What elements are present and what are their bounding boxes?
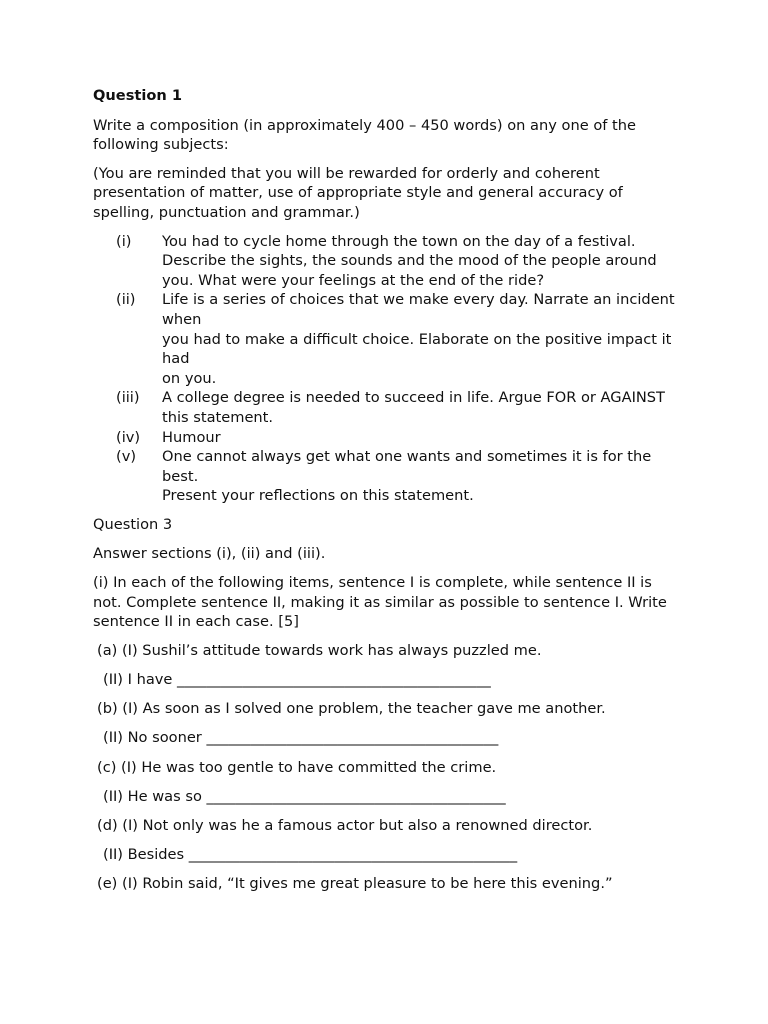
sentence-item: (a) (I) Sushil’s attitude towards work has always puzzled me. [97, 641, 542, 659]
topic-text [162, 232, 683, 291]
topic-line: Life is a series of choices that we make every day. Narrate an incident when [162, 291, 675, 328]
question-1-note: (You are reminded that you will be rewarded for orderly and coherent presentation of matter, use of appropriate style and general accuracy of spelling, punctuation and grammar.) [93, 164, 623, 221]
sentence-blank: (II) No sooner ________________________________________ [103, 729, 499, 747]
topic-line: You had to cycle home through the town on the day of a festival. Describe the sights, the sounds and the mood of the people around you. What were your feelings at the end of the ride? [162, 232, 657, 289]
question-1-title: Question 1 [93, 87, 183, 104]
sentence-item: (c) (I) He was too gentle to have committed the crime. [97, 758, 497, 776]
topic-item [93, 290, 683, 388]
topic-line: A college degree is needed to succeed in life. Argue FOR or AGAINST [162, 389, 665, 407]
topic-item [93, 388, 683, 427]
topic-number: (i) [116, 232, 132, 250]
topic-line: on you. [162, 369, 217, 387]
document-page [93, 86, 683, 904]
topic-text [162, 447, 683, 506]
topic-number: (iii) [116, 389, 140, 407]
topic-list [93, 232, 683, 506]
sentence-item: (e) (I) Robin said, “It gives me great pleasure to be here this evening.” [97, 875, 613, 893]
topic-item [93, 428, 683, 448]
topic-text [162, 388, 683, 427]
sentence-blank: (II) He was so _________________________________________ [103, 787, 506, 805]
topic-line: One cannot always get what one wants and sometimes it is for the best. [162, 448, 652, 485]
topic-line: Present your reflections on this statement. [162, 487, 474, 505]
sentence-item: (d) (I) Not only was he a famous actor but also a renowned director. [97, 816, 593, 834]
sentence-item: (b) (I) As soon as I solved one problem, the teacher gave me another. [97, 700, 606, 718]
topic-text [162, 290, 683, 388]
topic-line: this statement. [162, 408, 274, 426]
question-3-intro: Answer sections (i), (ii) and (iii). [93, 545, 326, 563]
topic-line: Humour [162, 428, 221, 446]
topic-number: (ii) [116, 291, 136, 309]
question-3-title: Question 3 [93, 515, 173, 533]
topic-item [93, 447, 683, 506]
topic-number: (iv) [116, 428, 141, 446]
topic-text [162, 428, 683, 448]
question-1-intro: Write a composition (in approximately 400 – 450 words) on any one of the following subjects: [93, 116, 636, 154]
sentence-blank: (II) Besides _____________________________________________ [103, 846, 518, 864]
sentence-blank: (II) I have ___________________________________________ [103, 671, 491, 689]
question-3-instruction: (i) In each of the following items, sentence I is complete, while sentence II is not. Complete sentence II, making it as similar as possible to sentence I. Write sentence II in each case. [5] [93, 574, 667, 631]
topic-line: you had to make a difficult choice. Elaborate on the positive impact it had [162, 330, 672, 368]
topic-number: (v) [116, 448, 137, 466]
topic-item [93, 232, 683, 291]
